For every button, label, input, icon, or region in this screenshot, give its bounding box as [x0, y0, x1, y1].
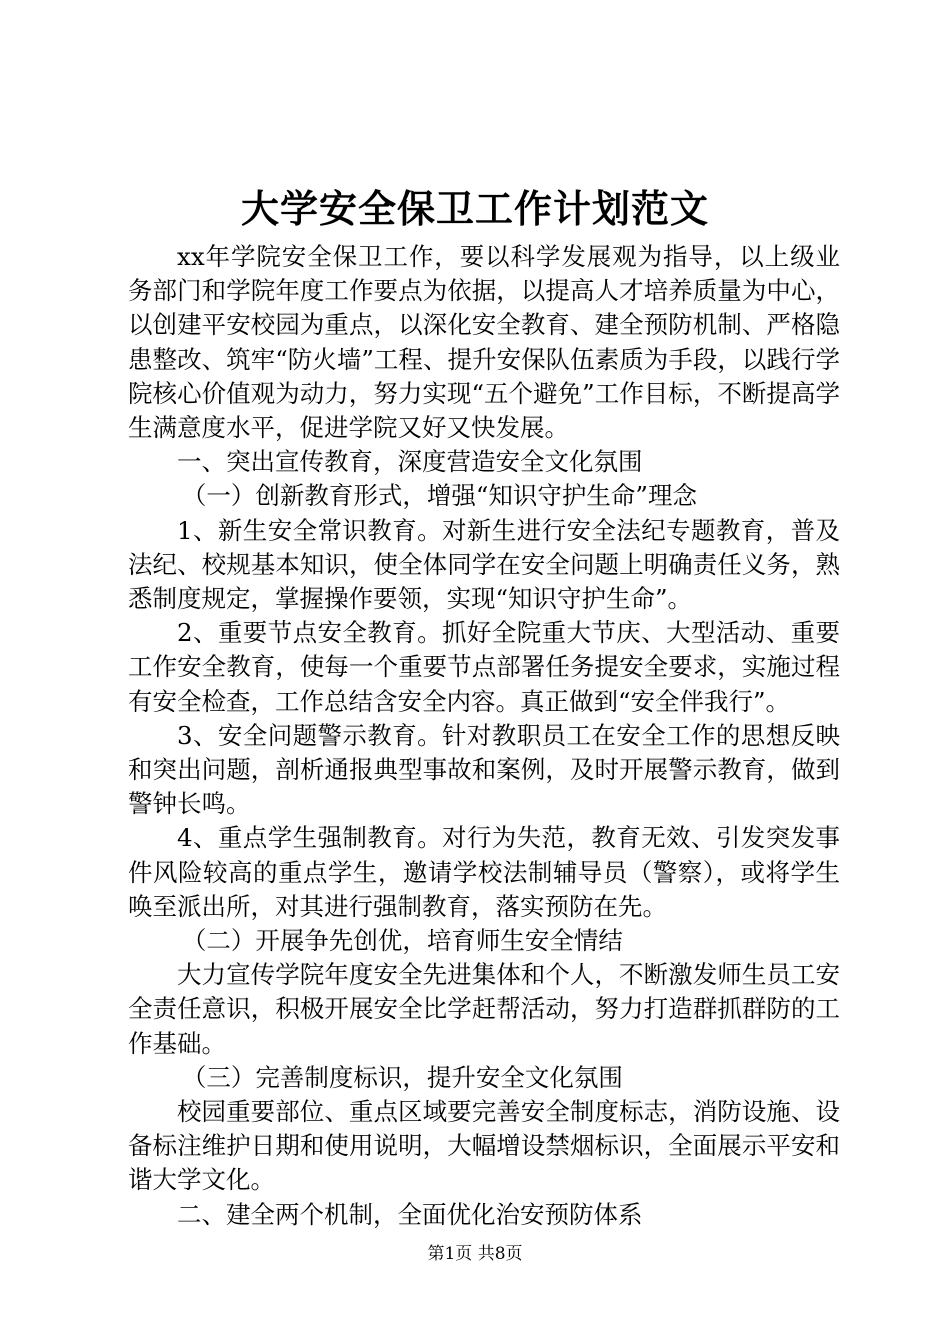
subsection-heading-1-2: （二）开展争先创优，培育师生安全情结 — [181, 926, 623, 956]
paragraph-item-1: 1、新生安全常识教育。对新生进行安全法纪专题教育，普及法纪、校规基本知识，使全体同学在安全问题上明确责任义务，熟悉制度规定，掌握操作要领，实现“知识守护生命”。 — [128, 515, 840, 614]
paragraph-signage: 校园重要部位、重点区域要完善安全制度标志，消防设施、设备标注维护日期和使用说明，大幅增设禁烟标识，全面展示平安和谐大学文化。 — [128, 1097, 840, 1195]
subsection-heading-1-3: （三）完善制度标识，提升安全文化氛围 — [181, 1062, 623, 1092]
paragraph-item-2: 2、重要节点安全教育。抓好全院重大节庆、大型活动、重要工作安全教育，使每一个重要节点部署任务提安全要求，实施过程有安全检查，工作总结含安全内容。真正做到“安全伴我行”。 — [128, 618, 840, 716]
document-title: 大学安全保卫工作计划范文 — [240, 186, 709, 231]
document-body — [128, 240, 840, 1232]
subsection-heading-1-1: （一）创新教育形式，增强“知识守护生命”理念 — [181, 481, 697, 511]
section-heading-1: 一、突出宣传教育，深度营造安全文化氛围 — [177, 447, 643, 477]
page-number-footer: 第1页 共8页 — [427, 1244, 523, 1264]
paragraph-excellence: 大力宣传学院年度安全先进集体和个人，不断激发师生员工安全责任意识，积极开展安全比学赶帮活动，努力打造群抓群防的工作基础。 — [128, 960, 840, 1058]
paragraph-intro: xx年学院安全保卫工作，要以科学发展观为指导，以上级业务部门和学院年度工作要点为依据，以提高人才培养质量为中心，以创建平安校园为重点，以深化安全教育、建全预防机制、严格隐患整改、筑牢“防火墙”工程、提升安保队伍素质为手段，以践行学院核心价值观为动力，努力实现“五个避免”工作目标，不断提高学生满意度水平，促进学院又好又快发展。 — [128, 242, 840, 443]
paragraph-item-3: 3、安全问题警示教育。针对教职员工在安全工作的思想反映和突出问题，剖析通报典型事故和案例，及时开展警示教育，做到警钟长鸣。 — [128, 720, 840, 819]
section-heading-2: 二、建全两个机制，全面优化治安预防体系 — [177, 1199, 643, 1229]
paragraph-item-4: 4、重点学生强制教育。对行为失范，教育无效、引发突发事件风险较高的重点学生，邀请学校法制辅导员（警察），或将学生唤至派出所，对其进行强制教育，落实预防在先。 — [128, 823, 840, 921]
